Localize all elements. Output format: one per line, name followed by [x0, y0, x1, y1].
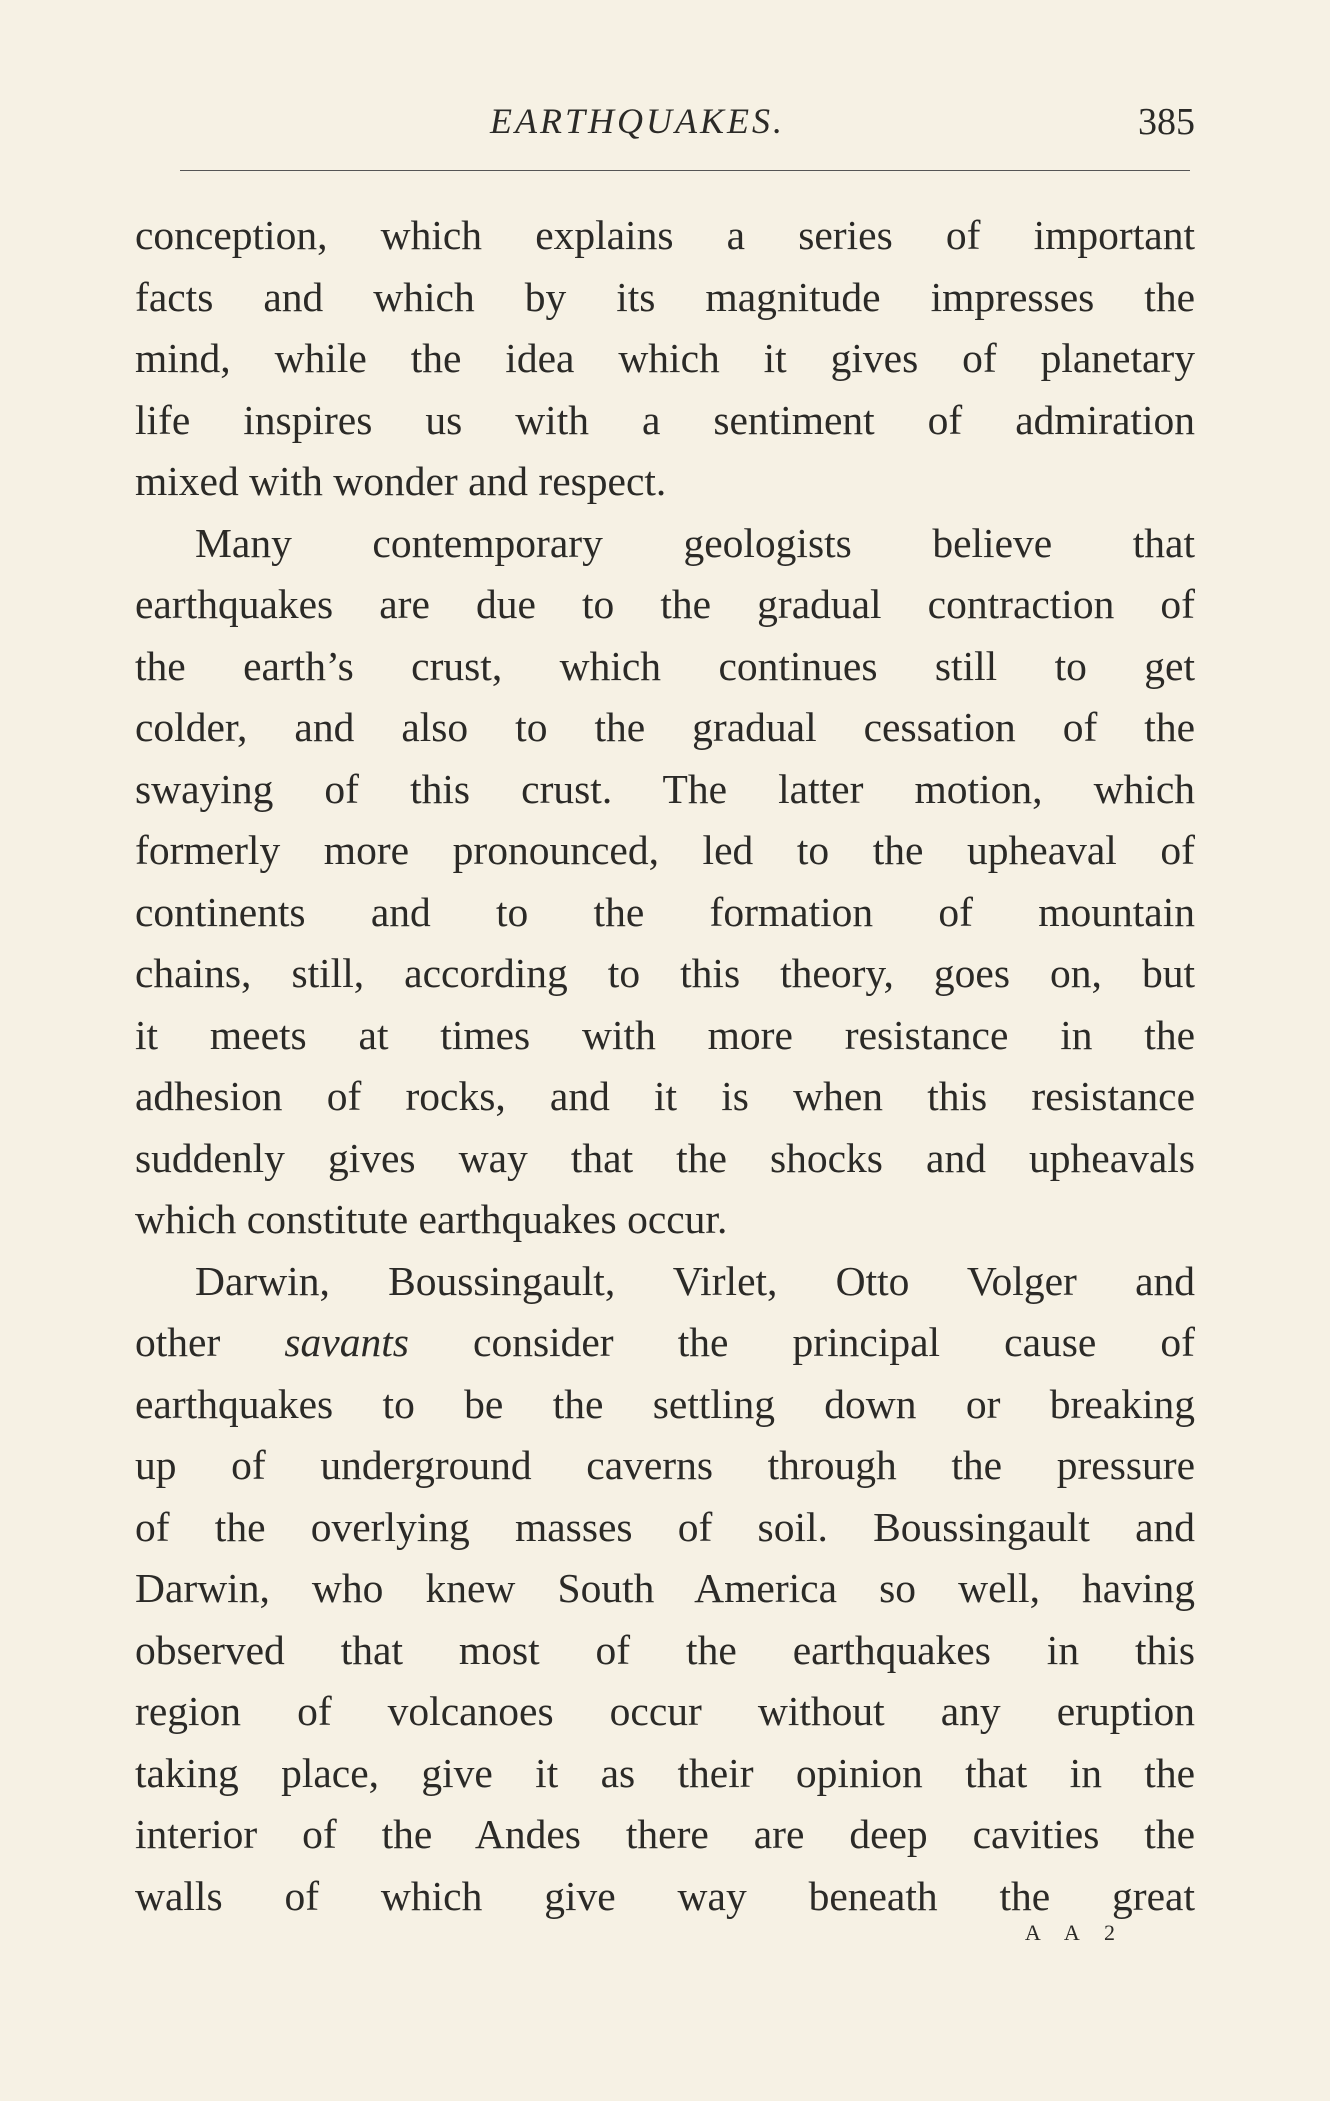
text-fragment: other — [135, 1319, 221, 1365]
running-title: EARTHQUAKES. — [490, 101, 785, 141]
text-line: colder, and also to the gradual cessation of the — [135, 704, 1195, 750]
text-line: observed that most of the earthquakes in this — [135, 1626, 1195, 1673]
text-line: region of volcanoes occur without any eruption — [135, 1688, 1195, 1734]
text-line: earthquakes to be the settling down or breaking — [135, 1380, 1195, 1427]
text-line-mixed — [135, 1312, 1195, 1374]
text-line: Many contemporary geologists believe that — [195, 519, 1195, 566]
text-line: interior of the Andes there are deep cavities the — [135, 1811, 1195, 1857]
text-line: facts and which by its magnitude impresses the — [135, 273, 1195, 320]
text-line: chains, still, according to this theory, goes on, but — [135, 950, 1195, 996]
text-line: continents and to the formation of mountain — [135, 888, 1195, 935]
body-text — [135, 205, 1195, 1927]
text-fragment: consider the principal cause of — [473, 1319, 1196, 1365]
text-line: mind, while the idea which it gives of planetary — [135, 335, 1195, 381]
text-line: Darwin, who knew South America so well, having — [135, 1565, 1195, 1611]
text-line: which constitute earthquakes occur. — [135, 1196, 728, 1242]
signature-mark: A A 2 — [1024, 1920, 1126, 1945]
text-line: adhesion of rocks, and it is when this resistance — [135, 1073, 1195, 1119]
header-rule — [180, 170, 1190, 171]
text-line: conception, which explains a series of important — [135, 212, 1195, 258]
text-line: of the overlying masses of soil. Boussingault and — [135, 1503, 1195, 1550]
text-line: the earth’s crust, which continues still to get — [135, 642, 1195, 689]
text-line: formerly more pronounced, led to the upheaval of — [135, 827, 1195, 873]
text-line: swaying of this crust. The latter motion, which — [135, 765, 1195, 812]
text-line: mixed with wonder and respect. — [135, 458, 667, 504]
text-line: walls of which give way beneath the great — [135, 1872, 1195, 1919]
text-line: earthquakes are due to the gradual contraction of — [135, 581, 1195, 627]
page-number: 385 — [1138, 101, 1195, 143]
running-head — [170, 100, 1195, 160]
italic-word: savants — [284, 1319, 409, 1365]
text-line: suddenly gives way that the shocks and upheavals — [135, 1134, 1195, 1181]
text-line: up of underground caverns through the pressure — [135, 1442, 1195, 1488]
text-line: it meets at times with more resistance in the — [135, 1011, 1195, 1058]
text-line: taking place, give it as their opinion that in the — [135, 1749, 1195, 1796]
text-line: life inspires us with a sentiment of admiration — [135, 396, 1195, 443]
text-line: Darwin, Boussingault, Virlet, Otto Volger and — [195, 1257, 1195, 1304]
